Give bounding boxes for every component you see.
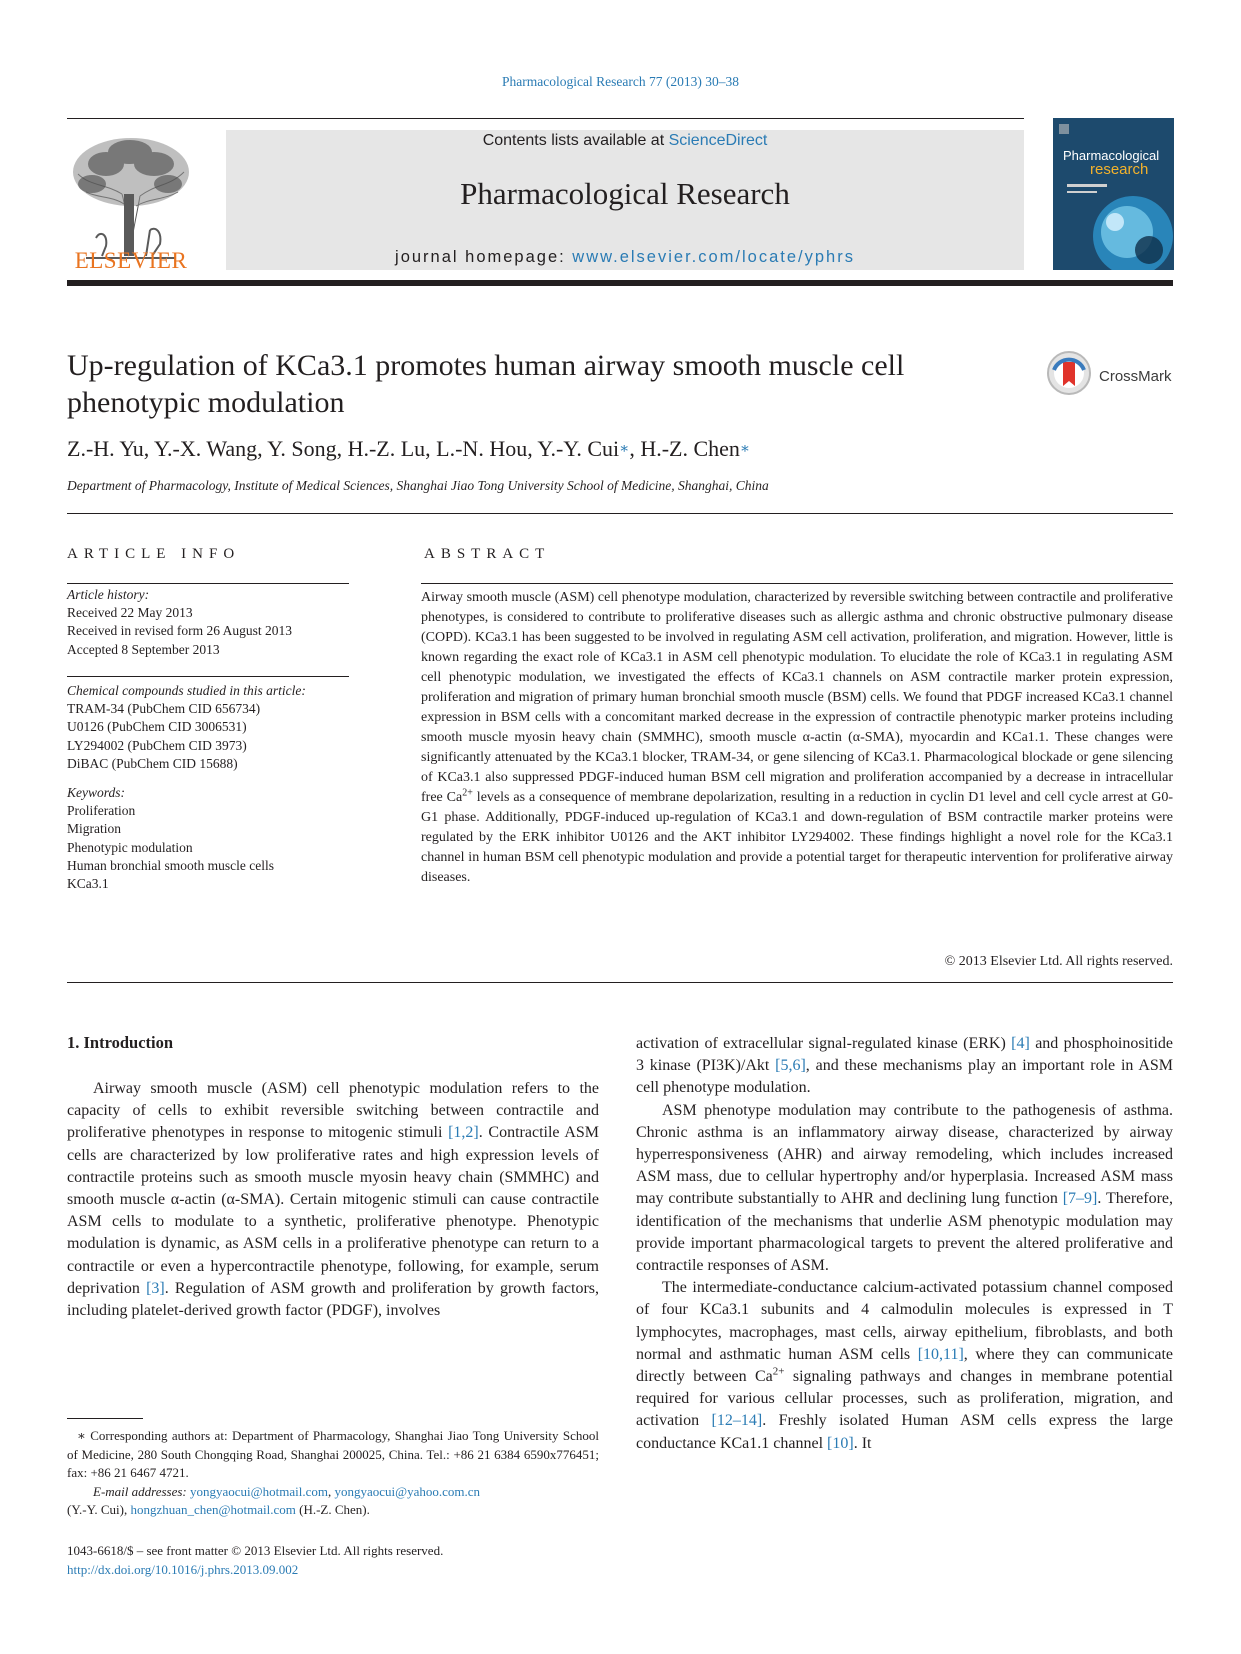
history-received: Received 22 May 2013 (67, 605, 193, 621)
homepage-link[interactable]: www.elsevier.com/locate/yphrs (572, 248, 855, 266)
email-label: E-mail addresses: (93, 1483, 187, 1499)
author-list (67, 436, 750, 462)
text-run: . Regulation of ASM growth and proliferation by growth factors, including platelet-derived growth factor (PDGF), involves (67, 1279, 599, 1320)
text-run: The intermediate-conductance calcium-activated potassium channel composed of four KCa3.1 subunits and 4 calmodulin molecules is expressed in T lymphocytes, macrophages, mast cells, airway epithelium, fibroblasts, and both normal and asthmatic human ASM cells (636, 1279, 1173, 1363)
compound-item: TRAM-34 (PubChem CID 656734) (67, 701, 261, 717)
text-run: ASM phenotype modulation may contribute to the pathogenesis of asthma. Chronic asthma is an inflammatory airway disease, characterized by airway hyperresponsiveness (AHR) and airway remodeling, which includes increased ASM mass, due to cellular hypertrophy and/or hyperplasia. Increased ASM mass may contribute substantially to AHR and declining lung function (636, 1101, 1173, 1208)
authors-first: Z.-H. Yu, Y.-X. Wang, Y. Song, H.-Z. Lu, L.-N. Hou, Y.-Y. Cui (67, 436, 620, 461)
text-run: , where they can communicate directly between Ca (636, 1345, 1173, 1386)
keyword-item: Migration (67, 821, 121, 837)
article-info-rule (67, 583, 349, 584)
keywords (67, 784, 274, 893)
abstract-text (421, 588, 1173, 888)
text-run: . Therefore, identification of the mechanisms that underlie ASM phenotypic modulation may provide important pharmacological targets to prevent the altered proliferative and contractile responses of ASM. (636, 1190, 1173, 1275)
text-run: activation of extracellular signal-regulated kinase (ERK) (636, 1035, 1012, 1052)
superscript: 2+ (772, 1365, 785, 1378)
affiliation-rule (67, 513, 1173, 514)
footnote-text: Corresponding authors at: Department of Pharmacology, Shanghai Jiao Tong University School of Medicine, 280 South Chongqing Road, Shanghai 200025, China. Tel.: +86 21 6384 6590x776451; fax: +86 21 6467 4721. (67, 1428, 599, 1480)
affiliation: Department of Pharmacology, Institute of Medical Sciences, Shanghai Jiao Tong University School of Medicine, Shanghai, China (67, 478, 769, 493)
authors-last: , H.-Z. Chen (629, 436, 740, 461)
corresponding-author-footnote (67, 1427, 599, 1520)
keyword-item: Human bronchial smooth muscle cells (67, 857, 274, 873)
sciencedirect-link[interactable]: ScienceDirect (668, 132, 768, 149)
crossmark-icon[interactable] (1046, 350, 1092, 396)
email-owner: (H.-Z. Chen). (295, 1502, 370, 1517)
contents-availability-line (226, 132, 1024, 150)
contents-prefix: Contents lists available at (482, 132, 669, 149)
email-separator: , (328, 1483, 335, 1499)
abstract-heading: ABSTRACT (424, 546, 551, 562)
text-run: Airway smooth muscle (ASM) cell phenotypic modulation refers to the capacity of cells to exhibit reversible switching between contractile and proliferative phenotypes in response to mitogenic stimuli (67, 1080, 599, 1142)
journal-name: Pharmacological Research (460, 176, 790, 211)
text-run: . Contractile ASM cells are characterized by low proliferative rates and high expression levels of contractile proteins such as smooth muscle myosin heavy chain (SMMHC) and smooth muscle α-actin (α-SMA). Certain mitogenic stimuli can cause contractile ASM cells to modulate to a synthetic, proliferative phenotype. Phenotypic modulation is dynamic, as ASM cells in a proliferative phenotype can return to a contractile or even a hypercontractile phenotype, following, for example, serum deprivation (67, 1124, 599, 1297)
compounds-rule (67, 676, 349, 677)
text-run: , and these mechanisms play an important role in ASM cell phenotype modulation. (636, 1057, 1173, 1097)
corresponding-author-mark-1[interactable]: ∗ (619, 441, 630, 457)
history-accepted: Accepted 8 September 2013 (67, 641, 220, 657)
citation-link[interactable]: [4] (1011, 1035, 1030, 1052)
citation-link[interactable]: [12–14] (711, 1412, 763, 1430)
citation-link[interactable]: [10,11] (917, 1345, 964, 1363)
citation-link[interactable]: [7–9] (1062, 1190, 1098, 1208)
footnote-rule (67, 1418, 143, 1419)
article-info-heading: ARTICLE INFO (67, 546, 241, 562)
compound-item: LY294002 (PubChem CID 3973) (67, 737, 247, 753)
front-matter (67, 1541, 607, 1579)
email-link[interactable]: yongyaocui@yahoo.com.cn (334, 1483, 481, 1499)
crossmark-label[interactable]: CrossMark (1099, 368, 1172, 385)
journal-homepage-line (226, 248, 1024, 267)
chemical-compounds (67, 682, 306, 773)
history-label: Article history: (67, 587, 150, 602)
email-owner: (Y.-Y. Cui), (67, 1502, 131, 1517)
abstract-part-1: Airway smooth muscle (ASM) cell phenotype modulation, characterized by reversible switching between contractile and proliferative phenotypes, is considered to contribute to proliferative diseases such as allergic asthma and chronic obstructive pulmonary disease (COPD). KCa3.1 has been suggested to be involved in regulating ASM cell activation, proliferation, and migration. However, little is known regarding the exact role of KCa3.1 in ASM cell phenotypic modulation. To elucidate the role of KCa3.1 in regulating ASM cell phenotypic modulation, we investigated the effects of KCa3.1 channels on ASM contractile marker protein expression, proliferation and migration of primary human bronchial smooth muscle (BSM) cells. We found that PDGF increased KCa3.1 channel expression in BSM cells with a concomitant marked decrease in the expression of contractile phenotypic marker proteins including smooth muscle myosin heavy chain (SMMHC), smooth muscle α-actin (α-SMA), myocardin and KCa1.1. These changes were significantly attenuated by the KCa3.1 blocker, TRAM-34, or gene silencing of KCa3.1. Pharmacological blockade or gene silencing of KCa3.1 also suppressed PDGF-induced human BSM cell migration and proliferation accompanied by a decrease in intracellular free Ca (421, 590, 1173, 805)
footnote-star: ∗ (77, 1428, 86, 1443)
header-top-rule (67, 118, 1024, 119)
cover-artwork (1053, 118, 1174, 270)
abstract-bottom-rule (67, 982, 1173, 983)
intro-paragraph (636, 1277, 1173, 1455)
issn-line: 1043-6618/$ – see front matter © 2013 Elsevier Ltd. All rights reserved. (67, 1543, 444, 1558)
abstract-rule (421, 583, 1173, 584)
citation-link[interactable]: [5,6] (775, 1057, 806, 1075)
text-run: signaling pathways and changes in membrane potential required for various cellular processes, such as proliferation, migration, and activation (636, 1368, 1173, 1430)
text-run: . It (853, 1434, 872, 1452)
compound-item: DiBAC (PubChem CID 15688) (67, 755, 238, 771)
citation-link[interactable]: [3] (146, 1279, 165, 1297)
intro-right-column (636, 1033, 1173, 1455)
citation-link[interactable]: [10] (827, 1434, 854, 1452)
header-thick-rule (67, 280, 1173, 286)
intro-paragraph (67, 1078, 599, 1322)
keyword-item: Phenotypic modulation (67, 839, 193, 855)
text-run: . Freshly isolated Human ASM cells express the large conductance KCa1.1 channel (636, 1412, 1174, 1452)
compound-item: U0126 (PubChem CID 3006531) (67, 719, 247, 735)
abstract-superscript: 2+ (462, 787, 473, 799)
intro-left-column (67, 1078, 599, 1322)
cover-title-line1: Pharmacological (1063, 148, 1160, 163)
email-link[interactable]: yongyaocui@hotmail.com (190, 1483, 328, 1499)
compounds-label: Chemical compounds studied in this article: (67, 683, 306, 698)
journal-cover-image (1053, 118, 1174, 270)
article-title: Up-regulation of KCa3.1 promotes human airway smooth muscle cell phenotypic modulation (67, 349, 905, 419)
history-revised: Received in revised form 26 August 2013 (67, 623, 292, 639)
homepage-prefix: journal homepage: (395, 248, 573, 266)
citation-link[interactable]: [1,2] (448, 1124, 479, 1142)
keyword-item: Proliferation (67, 803, 136, 819)
abstract-copyright: © 2013 Elsevier Ltd. All rights reserved. (944, 954, 1173, 969)
doi-link[interactable]: http://dx.doi.org/10.1016/j.phrs.2013.09.002 (67, 1562, 299, 1577)
section-heading-introduction: 1. Introduction (67, 1033, 174, 1052)
cover-title-line2: research (1090, 161, 1149, 178)
article-history (67, 586, 292, 659)
journal-citation-link[interactable]: Pharmacological Research 77 (2013) 30–38 (502, 74, 739, 89)
text-run: and phosphoinositide 3 kinase (PI3K)/Akt (636, 1035, 1173, 1075)
intro-paragraph-continued (636, 1033, 1173, 1100)
abstract-part-2: levels as a consequence of membrane depolarization, resulting in a reduction in cyclin D1 level and cell cycle arrest at G0-G1 phase. Additionally, PDGF-induced up-regulation of KCa3.1 and down-regulation of BSM contractile marker proteins were regulated by the ERK inhibitor U0126 and the AKT inhibitor LY294002. These findings highlight a novel role for the KCa3.1 channel in human BSM cell phenotypic modulation and provide a potential target for therapeutic intervention for proliferative airway diseases. (421, 790, 1173, 885)
keyword-item: KCa3.1 (67, 876, 109, 892)
email-link[interactable]: hongzhuan_chen@hotmail.com (130, 1502, 296, 1517)
keywords-label: Keywords: (67, 785, 125, 800)
elsevier-wordmark: ELSEVIER (74, 248, 188, 273)
intro-paragraph (636, 1100, 1173, 1278)
corresponding-author-mark-2[interactable]: ∗ (739, 441, 751, 457)
